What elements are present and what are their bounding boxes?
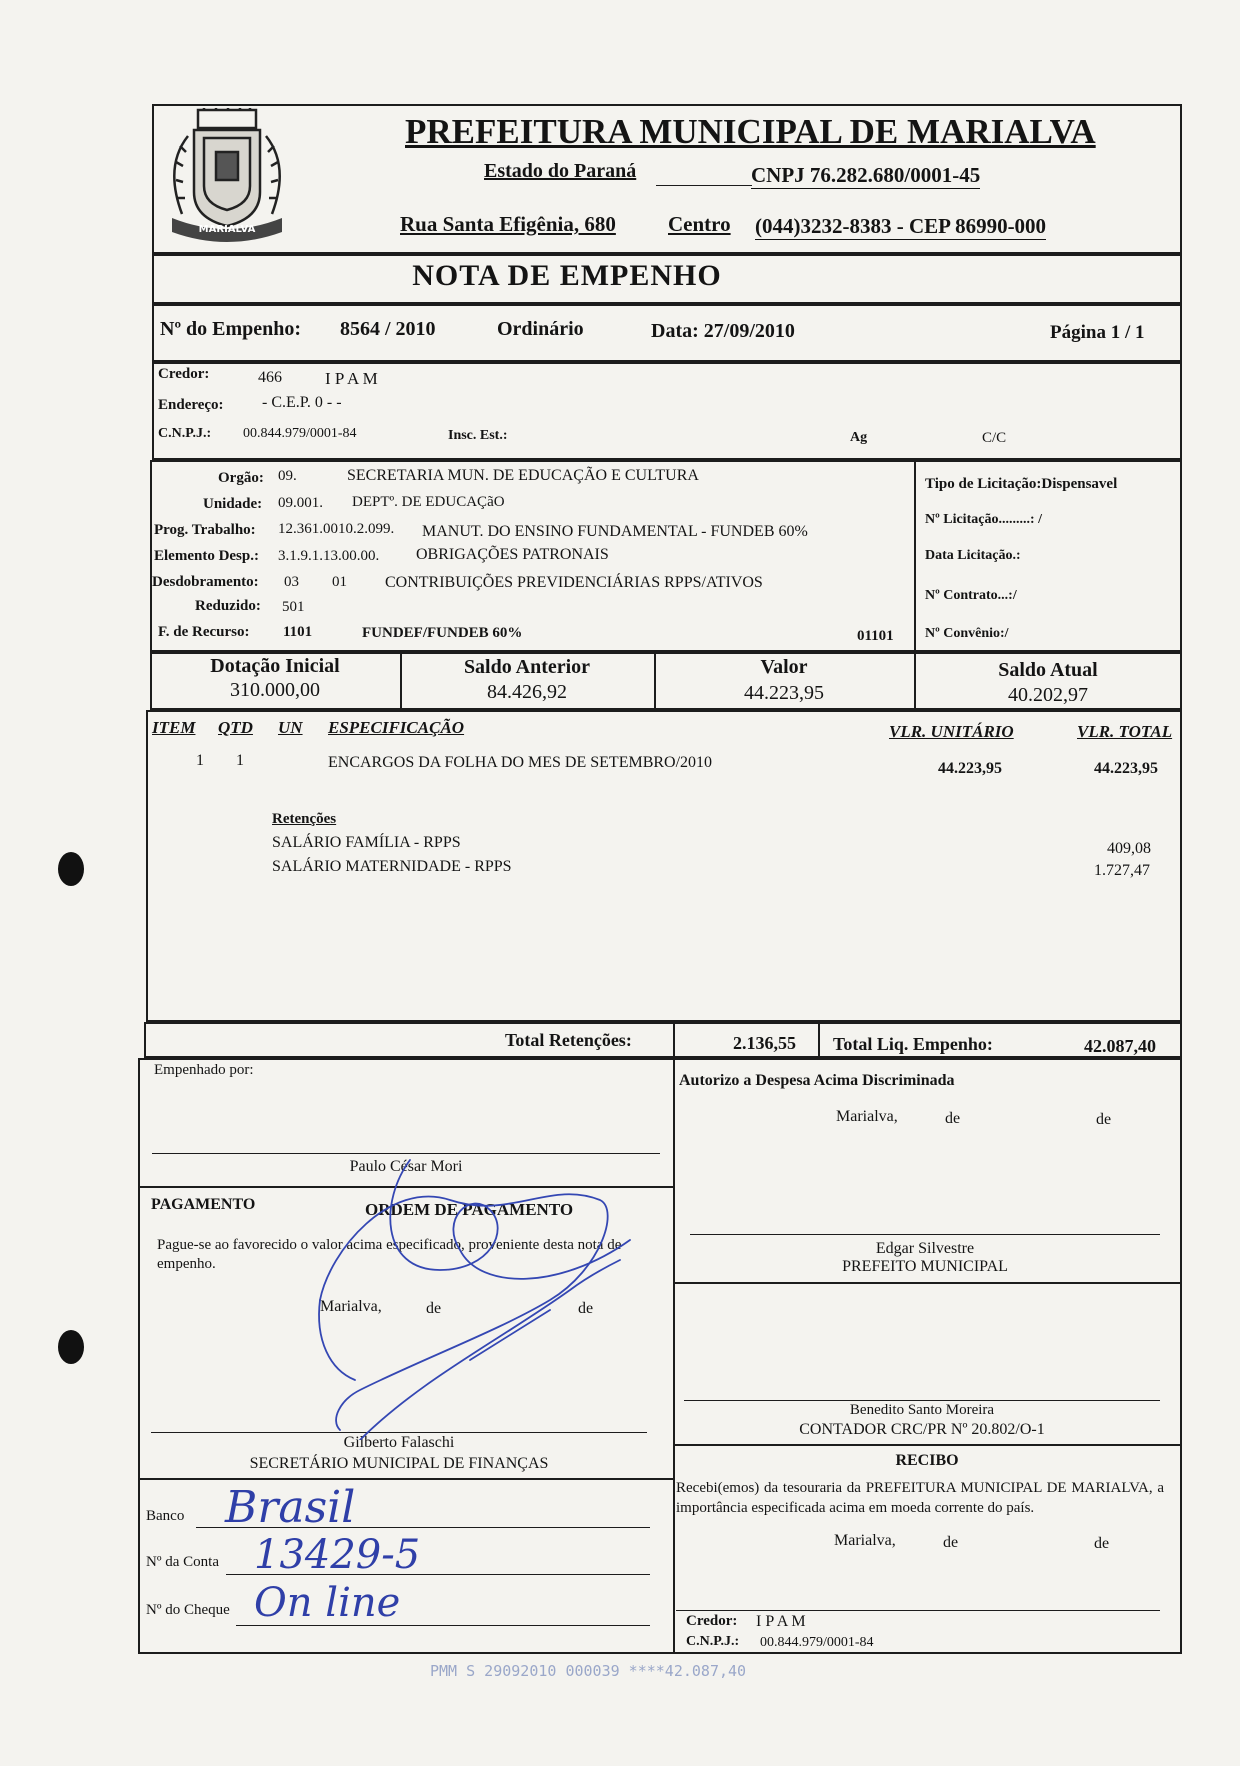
conta-handwritten: 13429-5	[254, 1532, 421, 1578]
total-liquido-label: Total Liq. Empenho:	[833, 1034, 993, 1054]
recibo-sign-line	[676, 1610, 1160, 1611]
orgao-label: Orgão:	[218, 470, 264, 486]
recibo-de-2: de	[1094, 1535, 1110, 1552]
recibo-cnpj-label: C.N.P.J.:	[686, 1634, 740, 1649]
orgao-desc: SECRETARIA MUN. DE EDUCAÇÃO E CULTURA	[347, 467, 699, 484]
cheque-label: Nº do Cheque	[146, 1602, 230, 1618]
totals-divider-2	[818, 1022, 820, 1058]
desdobramento-code: 03	[284, 574, 299, 590]
col-total-header: VLR. TOTAL	[1077, 722, 1173, 741]
col-item-header: ITEM	[152, 718, 196, 737]
item-row-1-unit: 44.223,95	[938, 760, 1002, 777]
recurso-label: F. de Recurso:	[158, 624, 250, 640]
col-un-header: UN	[278, 718, 303, 737]
empenho-page: Página 1 / 1	[1050, 322, 1145, 343]
empenhado-por-label: Empenhado por:	[154, 1062, 254, 1078]
autorizo-de-2: de	[1096, 1111, 1112, 1128]
desdobramento-label: Desdobramento:	[152, 574, 259, 590]
recibo-title: RECIBO	[895, 1452, 959, 1469]
account-label: C/C	[982, 430, 1007, 446]
autorizo-signer-name: Edgar Silvestre	[875, 1240, 975, 1257]
col-unit-header: VLR. UNITÁRIO	[889, 722, 1014, 741]
punch-hole-bottom	[58, 1330, 84, 1364]
recurso-extra: 01101	[857, 628, 894, 644]
total-retencoes-value: 2.136,55	[733, 1033, 796, 1053]
document-title: NOTA DE EMPENHO	[412, 259, 722, 292]
credor-name: I P A M	[325, 369, 378, 388]
convenio-numero: Nº Convênio:/	[925, 626, 1009, 641]
recibo-text: Recebi(emos) da tesouraria da PREFEITURA MUNICIPAL DE MARIALVA, a importância especificada acima em moeda corrente do país.	[676, 1480, 1164, 1516]
retencoes-title: Retenções	[272, 811, 337, 827]
pagamento-city: Marialva,	[320, 1298, 382, 1315]
valor-label: Valor	[760, 656, 808, 678]
header-district: Centro	[668, 212, 731, 236]
recibo-credor-label: Credor:	[686, 1613, 738, 1629]
elemento-code: 3.1.9.1.13.00.00.	[278, 548, 380, 564]
totals-box	[144, 1022, 1182, 1058]
recurso-desc: FUNDEF/FUNDEB 60%	[362, 625, 523, 641]
cheque-handwritten: On line	[254, 1580, 401, 1626]
prog-trabalho-label: Prog. Trabalho:	[154, 522, 256, 538]
item-row-1-total: 44.223,95	[1094, 760, 1158, 777]
banco-top-line	[140, 1478, 673, 1480]
insc-est-label: Insc. Est.:	[448, 428, 508, 443]
licitacao-tipo: Tipo de Licitação:Dispensavel	[925, 476, 1118, 492]
prog-trabalho-code: 12.361.0010.2.099.	[278, 521, 395, 537]
endereco-label: Endereço:	[158, 397, 224, 413]
autorizo-sign-line	[690, 1234, 1160, 1235]
recibo-city: Marialva,	[834, 1532, 896, 1549]
crest-text: MARIALVA	[198, 224, 256, 235]
pagamento-text: Pague-se ao favorecido o valor acima especificado, proveniente desta nota de empenho.	[157, 1237, 622, 1272]
empenho-date: Data: 27/09/2010	[651, 320, 795, 342]
crest-icon	[158, 106, 296, 246]
empenho-type: Ordinário	[497, 318, 584, 340]
agency-label: Ag	[850, 430, 868, 445]
col-espec-header: ESPECIFICAÇÃO	[328, 718, 465, 737]
autorizo-signer-role: PREFEITO MUNICIPAL	[842, 1258, 1008, 1275]
item-row-1-item: 1	[196, 752, 204, 769]
contador-role: CONTADOR CRC/PR Nº 20.802/O-1	[799, 1421, 1045, 1438]
elemento-label: Elemento Desp.:	[154, 548, 259, 564]
pagamento-signer-role: SECRETÁRIO MUNICIPAL DE FINANÇAS	[249, 1455, 549, 1472]
credor-cnpj: 00.844.979/0001-84	[243, 426, 357, 441]
col-qtd-header: QTD	[218, 718, 253, 737]
saldo-atual-value: 40.202,97	[1008, 684, 1088, 706]
autorizo-city: Marialva,	[836, 1108, 898, 1125]
header-state-line	[656, 185, 752, 186]
conta-label: Nº da Conta	[146, 1554, 219, 1570]
recibo-cnpj: 00.844.979/0001-84	[760, 1635, 874, 1650]
contrato-numero: Nº Contrato...:/	[925, 588, 1017, 603]
header-street: Rua Santa Efigênia, 680	[400, 212, 616, 236]
signature-scribble	[300, 1140, 720, 1440]
retencao-1-value: 409,08	[1107, 840, 1151, 857]
recibo-de-1: de	[943, 1534, 959, 1551]
saldo-anterior-value: 84.426,92	[487, 681, 567, 703]
orgao-code: 09.	[278, 468, 297, 484]
unidade-desc: DEPTº. DE EDUCAÇãO	[352, 494, 505, 510]
reduzido-label: Reduzido:	[195, 598, 261, 614]
recibo-top-line	[673, 1444, 1180, 1446]
header-state: Estado do Paraná	[484, 160, 637, 182]
contador-top-line	[673, 1282, 1180, 1284]
pagamento-label: PAGAMENTO	[151, 1196, 256, 1213]
dotacao-value: 310.000,00	[230, 679, 320, 701]
header-cnpj: CNPJ 76.282.680/0001-45	[751, 163, 981, 187]
pagamento-de-2: de	[578, 1300, 594, 1317]
total-retencoes-label: Total Retenções:	[505, 1030, 632, 1050]
autorizo-title: Autorizo a Despesa Acima Discriminada	[679, 1072, 955, 1089]
pagamento-signer-name: Gilberto Falaschi	[343, 1434, 455, 1451]
empenho-number-label: Nº do Empenho:	[160, 318, 302, 340]
recurso-code: 1101	[283, 624, 313, 640]
valor-value: 44.223,95	[744, 682, 824, 704]
classification-divider	[914, 460, 916, 652]
header-phone-cep: (044)3232-8383 - CEP 86990-000	[755, 214, 1047, 238]
endereco-value: - C.E.P. 0 - -	[262, 394, 342, 411]
municipal-crest	[158, 106, 296, 246]
total-liquido-value: 42.087,40	[1084, 1036, 1156, 1056]
item-row-1-espec: ENCARGOS DA FOLHA DO MES DE SETEMBRO/2010	[328, 754, 713, 771]
banco-handwritten: Brasil	[225, 1482, 356, 1533]
register-stamp: PMM S 29092010 000039 ****42.087,40	[430, 1662, 747, 1680]
retencao-2-label: SALÁRIO MATERNIDADE - RPPS	[272, 858, 512, 875]
desdobramento-sub: 01	[332, 574, 347, 590]
desdobramento-desc: CONTRIBUIÇÕES PREVIDENCIÁRIAS RPPS/ATIVOS	[385, 574, 763, 591]
dotacao-label: Dotação Inicial	[210, 655, 340, 677]
retencao-1-label: SALÁRIO FAMÍLIA - RPPS	[272, 834, 461, 851]
recibo-credor: I P A M	[756, 1613, 806, 1630]
credor-code: 466	[258, 369, 282, 386]
saldo-atual-label: Saldo Atual	[998, 659, 1098, 681]
empenho-number: 8564 / 2010	[340, 318, 436, 340]
reduzido-value: 501	[282, 599, 305, 615]
elemento-desc: OBRIGAÇÕES PATRONAIS	[416, 546, 609, 563]
contador-sign-line	[684, 1400, 1160, 1401]
licitacao-data: Data Licitação.:	[925, 548, 1021, 563]
pagamento-de-1: de	[426, 1300, 442, 1317]
contador-name: Benedito Santo Moreira	[849, 1402, 995, 1418]
header-title: PREFEITURA MUNICIPAL DE MARIALVA	[405, 112, 1096, 151]
retencao-2-value: 1.727,47	[1094, 862, 1150, 879]
ordem-pagamento-title: ORDEM DE PAGAMENTO	[365, 1200, 574, 1219]
licitacao-numero: Nº Licitação.........: /	[925, 512, 1042, 527]
cnpj-label: C.N.P.J.:	[158, 426, 212, 441]
banco-label: Banco	[146, 1508, 185, 1524]
credor-label: Credor:	[158, 366, 210, 382]
item-row-1-qtd: 1	[236, 752, 244, 769]
unidade-code: 09.001.	[278, 495, 323, 511]
saldo-anterior-label: Saldo Anterior	[463, 656, 591, 678]
autorizo-de-1: de	[945, 1110, 961, 1127]
totals-divider-1	[673, 1022, 675, 1058]
prog-trabalho-desc: MANUT. DO ENSINO FUNDAMENTAL - FUNDEB 60%	[422, 523, 808, 540]
punch-hole-top	[58, 852, 84, 886]
unidade-label: Unidade:	[203, 496, 263, 512]
empenhado-por-name: Paulo César Mori	[349, 1158, 463, 1175]
